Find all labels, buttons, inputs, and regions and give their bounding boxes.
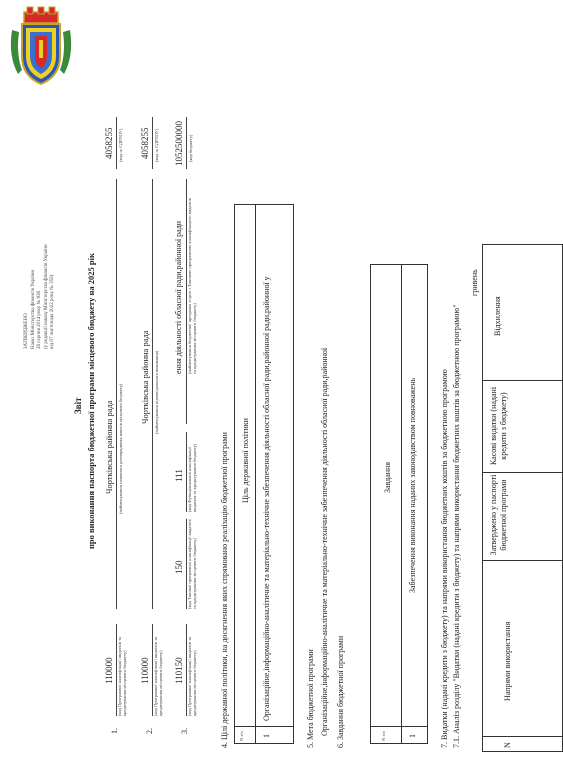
goals-row-text: Організаційне,інформаційно-аналітичне та матеріально-технічне забезпечення діяльності обласної ради,районної ради,районної у [262, 276, 271, 721]
tasks-row-text: Забезпечення виконання наданих законодавством повноважень [408, 377, 417, 593]
expenses-col-approved: Затверджено у паспорті бюджетної програми [489, 474, 508, 556]
goals-row-number: 1 [262, 734, 271, 738]
item-1-edrpou: 4058255 [104, 127, 114, 159]
item-3-code-caption: (код Програмної класифікації видатків та кредитування місцевого бюджету) [187, 636, 197, 716]
item-2-name: Чортківська районна рада [140, 330, 150, 424]
tasks-table [370, 264, 428, 744]
expenses-table [482, 244, 563, 752]
item-3-budget-code: 1052500000 [174, 121, 184, 166]
goals-col-goal: Ціль державної політики [241, 418, 250, 503]
approval-line-5: від 07 листопада 2022 року № 359) [50, 274, 55, 349]
item-3-fkvk-caption: (код Функціональної класифікації видатків та кредитування бюджету) [187, 443, 197, 512]
expenses-col-direction: Напрями використання [503, 621, 512, 701]
item-3-tpkvk: 150 [174, 560, 184, 574]
tasks-row-number: 1 [408, 734, 417, 738]
section-6-title: 6. Завдання бюджетної програми [336, 635, 345, 748]
approval-block [24, 209, 57, 349]
item-1-code: 110000 [104, 657, 114, 684]
item-3-budget-caption: (код бюджету) [188, 134, 193, 162]
item-1-name: Чортківська районна рада [104, 400, 114, 494]
section-4-title: 4. Цілі державної політики, на досягнення яких спрямовано реалізацію бюджетної програми [220, 432, 229, 748]
report-subtitle: про виконання паспорта бюджетної програми місцевого бюджету на 2025 рік [86, 253, 96, 549]
section-7-subtitle: 7.1. Аналіз розділу "Видатки (надані кредити з бюджету) та напрями використання бюджетних коштів за бюджетною програмою" [452, 304, 461, 748]
tasks-col-number: N з/п [381, 731, 386, 741]
item-1-name-caption: (найменування головного розпорядника коштів місцевого бюджету) [118, 383, 123, 514]
section-5-text: Організаційне,інформаційно-аналітичне та матеріально-технічне забезпечення діяльності обласної ради,районної [320, 347, 329, 736]
report-title: Звіт [73, 397, 83, 414]
goals-table [234, 204, 294, 744]
item-3-program-name: ення діяльності обласної ради,районної ради [174, 220, 183, 374]
item-3-tpkvk-caption: (код Типової програмної класифікації видатків та кредитування місцевого бюджету) [187, 519, 197, 609]
item-3-fkvk: 111 [174, 469, 184, 482]
item-1-code-caption: (код Програмної класифікації видатків та кредитування місцевого бюджету) [117, 636, 127, 716]
item-3-number: 3. [180, 728, 189, 734]
item-1-edrpou-caption: (код за ЄДРПОУ) [118, 128, 123, 162]
section-7-title: 7. Видатки (надані кредити з бюджету) та напрями використання бюджетних коштів за бюджетною програмою [440, 369, 449, 748]
tasks-col-task: Завдання [383, 462, 392, 493]
item-2-name-caption: (найменування відповідального виконавця) [154, 350, 159, 434]
approval-line-4: (у редакції наказу Міністерства фінансів України [43, 244, 49, 349]
expenses-col-deviation: Відхилення [493, 296, 502, 336]
item-1-number: 1. [110, 728, 119, 734]
section-5-title: 5. Мета бюджетної програми [306, 649, 315, 748]
approval-line-3: 26 серпня 2014 року № 836 [37, 290, 42, 349]
approval-line-1: ЗАТВЕРДЖЕНО [24, 313, 29, 349]
item-3-program-caption: (найменування бюджетної програми згідно з Типовою програмною класифікацією видатків та кредитування місцевого бюджету) [187, 198, 197, 374]
item-2-number: 2. [145, 728, 154, 734]
item-2-code-caption: (код Програмної класифікації видатків та кредитування місцевого бюджету) [153, 636, 163, 716]
expenses-col-number: N [503, 742, 512, 748]
item-2-edrpou: 4058255 [140, 127, 150, 159]
item-2-code: 110000 [140, 657, 150, 684]
goals-col-number: N з/п [239, 731, 244, 741]
item-3-code: 110150 [174, 657, 184, 684]
expenses-col-cash: Касові видатки (надані кредити з бюджету) [489, 386, 508, 466]
section-7-unit: гривень [470, 269, 479, 296]
approval-line-2: Наказ Міністерства фінансів України [30, 269, 36, 349]
item-2-edrpou-caption: (код за ЄДРПОУ) [154, 128, 159, 162]
